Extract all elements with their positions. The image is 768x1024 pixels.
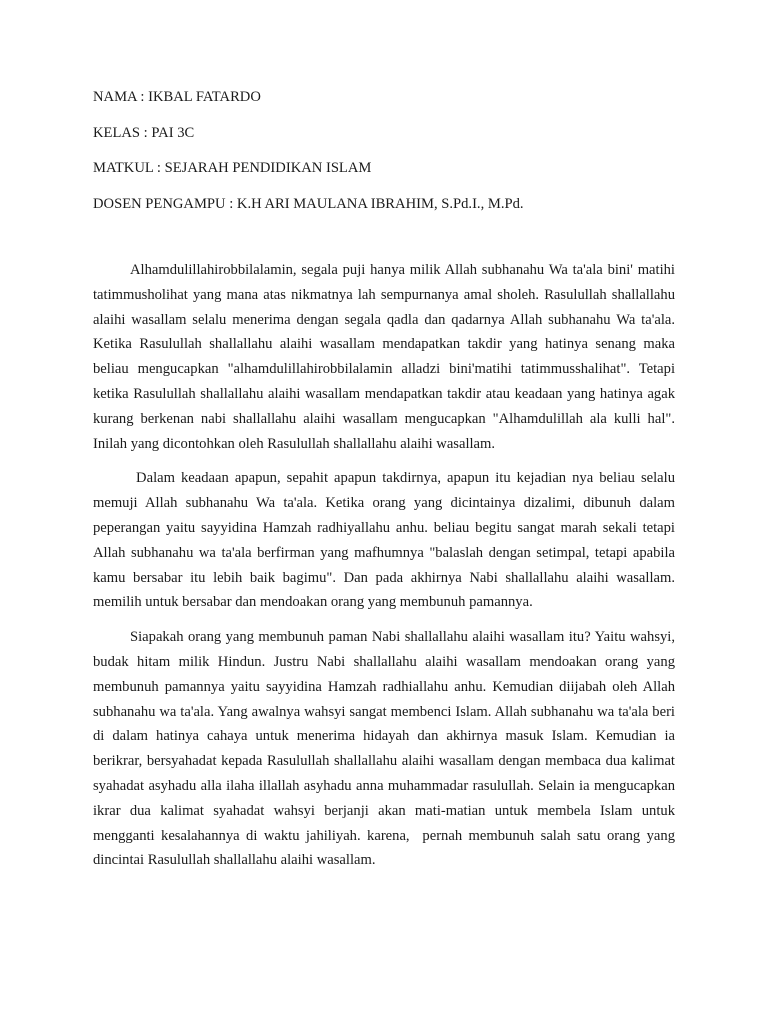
- lecturer-name: DOSEN PENGAMPU : K.H ARI MAULANA IBRAHIM, S.Pd.I., M.Pd.: [93, 195, 524, 212]
- paragraph-1: Alhamdulillahirobbilalamin, segala puji hanya milik Allah subhanahu Wa ta'ala bini' matihi tatimmusholihat yang mana atas nikmatnya lah sempurnanya amal sholeh. Rasulullah shallallahu alaihi wasallam selalu menerima dengan segala qadla dan qadarnya Allah subhanahu Wa ta'ala. Ketika Rasulullah shallallahu alaihi wasallam mendapatkan takdir yang hatinya senang maka beliau mengucapkan "alhamdulillahirobbilalamin alladzi bini'matihi tatimmusshalihat". Tetapi ketika Rasulullah shallallahu alaihi wasallam mendapatkan takdir atau keadaan yang hatinya agak kurang berkenan nabi shallallahu alaihi wasallam mengucapkan "Alhamdulillah ala kulli hal". Inilah yang dicontohkan oleh Rasulullah shallallahu alaihi wasallam.: [93, 262, 675, 452]
- student-class: KELAS : PAI 3C: [93, 124, 195, 141]
- paragraph-3: Siapakah orang yang membunuh paman Nabi shallallahu alaihi wasallam itu? Yaitu wahsyi, budak hitam milik Hindun. Justru Nabi shallallahu alaihi wasallam mendoakan orang yang membunuh pamannya yaitu sayyidina Hamzah radhiallahu anhu. Kemudian diijabah oleh Allah subhanahu wa ta'ala. Yang awalnya wahsyi sangat membenci Islam. Allah subhanahu wa ta'ala beri di dalam hatinya cahaya untuk menerima hidayah dan akhirnya masuk Islam. Kemudian ia berikrar, bersyahadat kepada Rasulullah shallallahu alaihi wasallam dengan membaca dua kalimat syahadat asyhadu alla ilaha illallah asyhadu anna muhammadar rasulullah. Selain ia mengucapkan ikrar dua kalimat syahadat wahsyi berjanji akan mati-matian untuk membela Islam untuk mengganti kesalahannya di waktu jahiliyah. karena, pernah membunuh salah satu orang yang dincintai Rasulullah shallallahu alaihi wasallam.: [93, 629, 679, 869]
- paragraph-2: Dalam keadaan apapun, sepahit apapun takdirnya, apapun itu kejadian nya beliau selalu memuji Allah subhanahu Wa ta'ala. Ketika orang yang dicintainya dizalimi, dibunuh dalam peperangan yaitu sayyidina Hamzah radhiyallahu anhu. beliau begitu sangat marah sekali tetapi Allah subhanahu wa ta'ala berfirman yang mafhumnya "balaslah dengan setimpal, tetapi apabila kamu bersabar itu lebih baik bagimu". Dan pada akhirnya Nabi shallallahu alaihi wasallam. memilih untuk bersabar dan mendoakan orang yang membunuh pamannya.: [93, 470, 679, 611]
- course-name: MATKUL : SEJARAH PENDIDIKAN ISLAM: [93, 160, 372, 176]
- essay-body: [93, 258, 679, 883]
- student-name: NAMA : IKBAL FATARDO: [93, 89, 261, 105]
- student-info-header: [93, 87, 693, 229]
